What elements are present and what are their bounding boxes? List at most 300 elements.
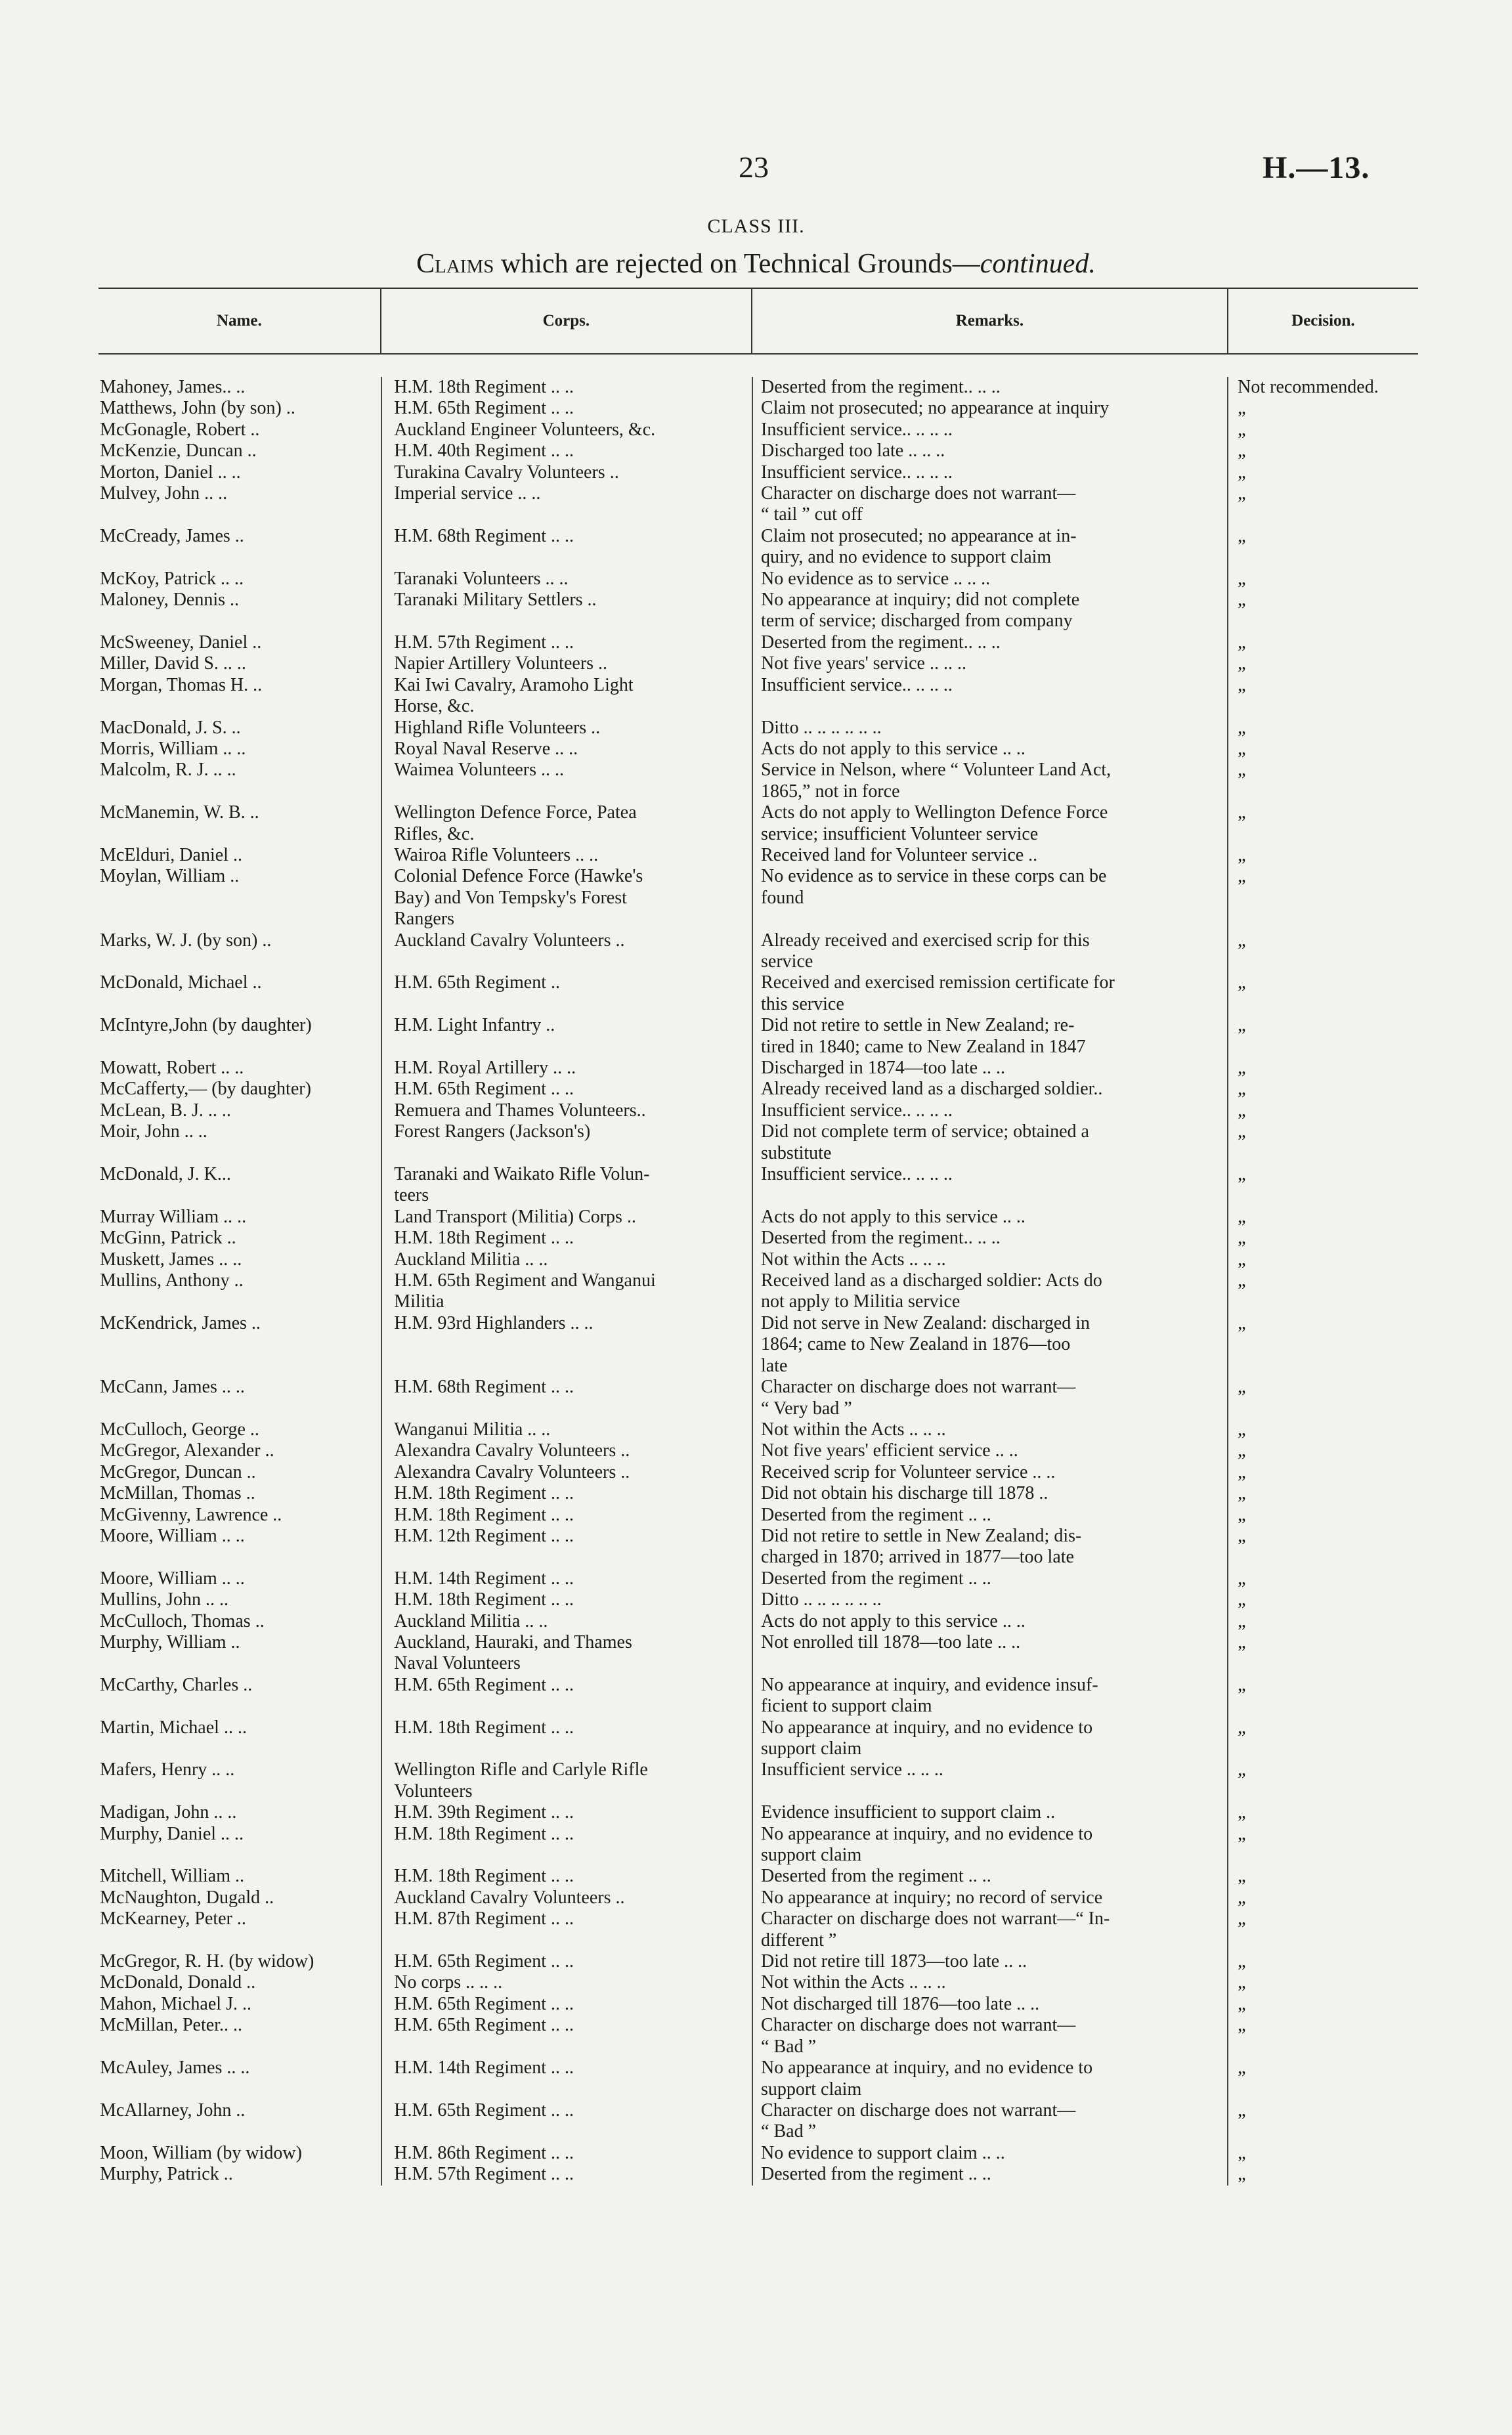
cell-decision: „ <box>1227 1887 1418 1908</box>
cell-remarks: Deserted from the regiment .. .. <box>752 1568 1227 1589</box>
cell-remarks: service; insufficient Volunteer service <box>752 824 1227 845</box>
cell-name: McGregor, R. H. (by widow) <box>100 1951 314 1972</box>
cell-remarks: Evidence insufficient to support claim .. <box>752 1802 1227 1823</box>
table-row <box>98 1632 1418 1653</box>
cell-corps: Horse, &c. <box>381 696 752 717</box>
cell-name <box>98 1185 381 1206</box>
cell-decision: „ <box>1227 1589 1418 1610</box>
cell-decision: „ <box>1227 1866 1418 1887</box>
cell-remarks: support claim <box>752 1738 1227 1759</box>
cell-decision <box>1227 994 1418 1015</box>
table-row <box>98 1696 1418 1717</box>
cell-name: McKendrick, James .. <box>100 1312 261 1333</box>
table-row <box>98 653 1418 674</box>
table-row <box>98 1951 1418 1972</box>
cell-remarks: Acts do not apply to Wellington Defence Force <box>752 802 1227 823</box>
cell-name: Mullins, John .. .. <box>100 1589 229 1610</box>
cell-remarks: quiry, and no evidence to support claim <box>752 547 1227 568</box>
cell-remarks: Did not retire to settle in New Zealand; dis- <box>752 1526 1227 1547</box>
cell-name: Murphy, Daniel .. .. <box>100 1823 244 1844</box>
cell-decision <box>1227 1781 1418 1802</box>
cell-corps: Naval Volunteers <box>381 1653 752 1674</box>
cell-remarks: No evidence as to service .. .. .. <box>752 569 1227 590</box>
cell-remarks: Not five years' service .. .. .. <box>752 653 1227 674</box>
table-row <box>98 1568 1418 1589</box>
cell-name: McGregor, Duncan .. <box>100 1461 256 1482</box>
subtitle-continued: continued. <box>980 249 1096 279</box>
cell-remarks: Ditto .. .. .. .. .. .. <box>752 1589 1227 1610</box>
cell-decision: „ <box>1227 1526 1418 1547</box>
cell-decision: „ <box>1227 1951 1418 1972</box>
cell-decision: „ <box>1227 1079 1418 1100</box>
cell-decision: „ <box>1227 1164 1418 1185</box>
cell-corps: H.M. 40th Regiment .. .. <box>381 441 752 462</box>
cell-name: Marks, W. J. (by son) .. <box>100 930 272 951</box>
cell-remarks: Service in Nelson, where “ Volunteer Land Act, <box>752 760 1227 781</box>
cell-decision: „ <box>1227 1632 1418 1653</box>
cell-corps: Waimea Volunteers .. .. <box>381 760 752 781</box>
cell-remarks: charged in 1870; arrived in 1877—too late <box>752 1547 1227 1568</box>
cell-corps <box>381 1845 752 1866</box>
table-row <box>98 1249 1418 1270</box>
cell-name: Moylan, William .. <box>100 866 240 887</box>
cell-name: Murphy, William .. <box>100 1631 240 1652</box>
table-row <box>98 1334 1418 1355</box>
cell-corps: H.M. 18th Regiment .. .. <box>381 1483 752 1504</box>
cell-decision: „ <box>1227 569 1418 590</box>
cell-decision: „ <box>1227 1759 1418 1780</box>
table-row <box>98 504 1418 525</box>
cell-decision: „ <box>1227 1270 1418 1291</box>
table-row <box>98 1611 1418 1632</box>
cell-remarks: “ Very bad ” <box>752 1398 1227 1419</box>
cell-name <box>98 994 381 1015</box>
cell-corps: Auckland Engineer Volunteers, &c. <box>381 420 752 441</box>
cell-decision: „ <box>1227 972 1418 993</box>
cell-name: Morton, Daniel .. .. <box>100 462 241 483</box>
table-row <box>98 1462 1418 1483</box>
cell-remarks: Deserted from the regiment .. .. <box>752 1505 1227 1526</box>
cell-corps: Colonial Defence Force (Hawke's <box>381 866 752 887</box>
cell-name: Matthews, John (by son) .. <box>100 398 295 419</box>
cell-remarks: Insufficient service .. .. .. <box>752 1759 1227 1780</box>
cell-decision <box>1227 1334 1418 1355</box>
cell-name: Morgan, Thomas H. .. <box>100 674 263 695</box>
table-row <box>98 760 1418 781</box>
cell-name <box>98 888 381 909</box>
table-row <box>98 1866 1418 1887</box>
table-row <box>98 888 1418 909</box>
cell-remarks: Discharged in 1874—too late .. .. <box>752 1058 1227 1079</box>
cell-corps: H.M. 18th Regiment .. .. <box>381 1866 752 1887</box>
table-row <box>98 1291 1418 1312</box>
cell-decision: „ <box>1227 590 1418 611</box>
cell-remarks: Acts do not apply to this service .. .. <box>752 1611 1227 1632</box>
cell-corps <box>381 2036 752 2058</box>
cell-remarks: Not five years' efficient service .. .. <box>752 1440 1227 1461</box>
table-row <box>98 824 1418 845</box>
table-row <box>98 972 1418 993</box>
cell-decision: „ <box>1227 2143 1418 2164</box>
cell-name: Mafers, Henry .. .. <box>100 1759 235 1780</box>
cell-corps: Auckland Cavalry Volunteers .. <box>381 930 752 951</box>
cell-name <box>98 547 381 568</box>
cell-name <box>98 504 381 525</box>
cell-decision: „ <box>1227 1207 1418 1228</box>
table-row <box>98 2058 1418 2079</box>
cell-remarks: Character on discharge does not warrant—“ In- <box>752 1908 1227 1929</box>
table-row <box>98 1547 1418 1568</box>
cell-remarks: Ditto .. .. .. .. .. .. <box>752 718 1227 739</box>
table-row <box>98 1164 1418 1185</box>
cell-name: McDonald, Michael .. <box>100 972 262 993</box>
cell-corps: Militia <box>381 1291 752 1312</box>
cell-name: Moir, John .. .. <box>100 1121 207 1142</box>
cell-remarks: Received scrip for Volunteer service .. .. <box>752 1462 1227 1483</box>
table-row <box>98 675 1418 696</box>
cell-decision <box>1227 888 1418 909</box>
cell-decision <box>1227 1845 1418 1866</box>
cell-decision: „ <box>1227 526 1418 547</box>
cell-decision: „ <box>1227 930 1418 951</box>
cell-remarks: Already received land as a discharged soldier.. <box>752 1079 1227 1100</box>
cell-name: McCready, James .. <box>100 525 244 546</box>
cell-decision: „ <box>1227 441 1418 462</box>
cell-name: Muskett, James .. .. <box>100 1249 242 1270</box>
column-header-corps: Corps. <box>380 289 751 353</box>
cell-corps: Auckland Cavalry Volunteers .. <box>381 1887 752 1908</box>
cell-decision <box>1227 824 1418 845</box>
cell-corps <box>381 2121 752 2142</box>
table-row <box>98 377 1418 398</box>
cell-corps: H.M. Royal Artillery .. .. <box>381 1058 752 1079</box>
table-row <box>98 1505 1418 1526</box>
cell-corps: Bay) and Von Tempsky's Forest <box>381 888 752 909</box>
table-row <box>98 462 1418 483</box>
cell-decision: „ <box>1227 2164 1418 2185</box>
table-row <box>98 547 1418 568</box>
cell-name: Murray William .. .. <box>100 1206 247 1227</box>
cell-name <box>98 824 381 845</box>
cell-corps: Imperial service .. .. <box>381 483 752 504</box>
cell-decision <box>1227 2036 1418 2058</box>
cell-name: MacDonald, J. S. .. <box>100 717 241 738</box>
cell-name: McDonald, J. K... <box>100 1164 231 1185</box>
cell-corps: H.M. 65th Regiment .. .. <box>381 1951 752 1972</box>
cell-name: Miller, David S. .. .. <box>100 653 246 674</box>
cell-remarks: Insufficient service.. .. .. .. <box>752 1100 1227 1121</box>
cell-name <box>98 951 381 972</box>
cell-name: Madigan, John .. .. <box>100 1802 237 1823</box>
cell-name: Mulvey, John .. .. <box>100 483 228 504</box>
table-row <box>98 845 1418 866</box>
cell-decision: „ <box>1227 1228 1418 1249</box>
cell-name: McCafferty,— (by daughter) <box>100 1079 311 1100</box>
cell-decision: „ <box>1227 1419 1418 1440</box>
cell-decision: „ <box>1227 1483 1418 1504</box>
cell-corps: Taranaki and Waikato Rifle Volun- <box>381 1164 752 1185</box>
cell-decision <box>1227 2121 1418 2142</box>
cell-name <box>98 1356 381 1377</box>
cell-decision <box>1227 1696 1418 1717</box>
cell-name: McDonald, Donald .. <box>100 1972 256 1993</box>
cell-decision: „ <box>1227 1994 1418 2015</box>
cell-decision: „ <box>1227 1121 1418 1142</box>
cell-name: Mahon, Michael J. .. <box>100 1993 251 2014</box>
cell-decision <box>1227 696 1418 717</box>
table-row <box>98 1228 1418 1249</box>
cell-decision <box>1227 1356 1418 1377</box>
cell-remarks: ficient to support claim <box>752 1696 1227 1717</box>
cell-corps: Wellington Defence Force, Patea <box>381 802 752 823</box>
cell-decision: „ <box>1227 2100 1418 2121</box>
cell-decision <box>1227 781 1418 802</box>
table-row <box>98 2079 1418 2100</box>
cell-remarks <box>752 909 1227 930</box>
cell-name: McKoy, Patrick .. .. <box>100 568 244 589</box>
cell-corps: H.M. 57th Regiment .. .. <box>381 2164 752 2185</box>
cell-decision: „ <box>1227 760 1418 781</box>
cell-corps <box>381 1398 752 1419</box>
cell-name: McMillan, Peter.. .. <box>100 2015 242 2036</box>
table-row <box>98 1972 1418 1993</box>
cell-corps: H.M. 65th Regiment .. .. <box>381 398 752 419</box>
table-row <box>98 632 1418 653</box>
cell-corps <box>381 1738 752 1759</box>
cell-decision <box>1227 1547 1418 1568</box>
cell-corps: Auckland, Hauraki, and Thames <box>381 1632 752 1653</box>
cell-decision: „ <box>1227 1249 1418 1270</box>
cell-name <box>98 2121 381 2142</box>
cell-decision: „ <box>1227 1100 1418 1121</box>
table-row <box>98 2100 1418 2121</box>
cell-decision: „ <box>1227 866 1418 887</box>
table-row <box>98 590 1418 611</box>
class-heading: CLASS III. <box>707 215 805 237</box>
cell-remarks: Insufficient service.. .. .. .. <box>752 675 1227 696</box>
cell-decision <box>1227 1185 1418 1206</box>
cell-corps: H.M. 14th Regiment .. .. <box>381 1568 752 1589</box>
table-row <box>98 718 1418 739</box>
table-row <box>98 951 1418 972</box>
cell-remarks: service <box>752 951 1227 972</box>
table-row <box>98 526 1418 547</box>
cell-decision <box>1227 909 1418 930</box>
cell-decision: „ <box>1227 739 1418 760</box>
cell-decision: „ <box>1227 462 1418 483</box>
cell-name: McGivenny, Lawrence .. <box>100 1504 282 1525</box>
cell-decision: Not recommended. <box>1227 377 1418 398</box>
cell-decision <box>1227 611 1418 632</box>
cell-name <box>98 1738 381 1759</box>
cell-decision: „ <box>1227 1462 1418 1483</box>
cell-name <box>98 1930 381 1951</box>
cell-remarks: Did not obtain his discharge till 1878 .. <box>752 1483 1227 1504</box>
column-header-remarks: Remarks. <box>751 289 1227 353</box>
cell-corps <box>381 1143 752 1164</box>
cell-corps: Highland Rifle Volunteers .. <box>381 718 752 739</box>
cell-name: McNaughton, Dugald .. <box>100 1887 274 1908</box>
cell-remarks: No appearance at inquiry, and no evidence to <box>752 2058 1227 2079</box>
cell-name: Moon, William (by widow) <box>100 2142 302 2163</box>
cell-decision <box>1227 1930 1418 1951</box>
table-row <box>98 696 1418 717</box>
cell-decision: „ <box>1227 1611 1418 1632</box>
table-row <box>98 483 1418 504</box>
table-row <box>98 1079 1418 1100</box>
cell-corps: Forest Rangers (Jackson's) <box>381 1121 752 1142</box>
cell-decision: „ <box>1227 1908 1418 1929</box>
cell-remarks: substitute <box>752 1143 1227 1164</box>
cell-corps: Kai Iwi Cavalry, Aramoho Light <box>381 675 752 696</box>
table-row <box>98 1207 1418 1228</box>
cell-decision: „ <box>1227 845 1418 866</box>
table-row <box>98 1356 1418 1377</box>
cell-name <box>98 1781 381 1802</box>
cell-name: McKenzie, Duncan .. <box>100 441 257 462</box>
table-row <box>98 1589 1418 1610</box>
cell-name: McManemin, W. B. .. <box>100 802 259 823</box>
cell-decision: „ <box>1227 483 1418 504</box>
cell-name: McCann, James .. .. <box>100 1377 245 1398</box>
cell-corps: Auckland Militia .. .. <box>381 1249 752 1270</box>
cell-name <box>98 696 381 717</box>
cell-remarks: Deserted from the regiment .. .. <box>752 2164 1227 2185</box>
cell-corps: H.M. 18th Regiment .. .. <box>381 377 752 398</box>
cell-corps: Taranaki Volunteers .. .. <box>381 569 752 590</box>
cell-decision <box>1227 951 1418 972</box>
cell-remarks: Received land for Volunteer service .. <box>752 845 1227 866</box>
cell-corps: Auckland Militia .. .. <box>381 1611 752 1632</box>
cell-corps <box>381 1930 752 1951</box>
cell-name <box>98 2079 381 2100</box>
claims-table <box>98 288 1418 2186</box>
cell-corps: Alexandra Cavalry Volunteers .. <box>381 1462 752 1483</box>
cell-decision <box>1227 1738 1418 1759</box>
cell-remarks <box>752 1185 1227 1206</box>
table-row <box>98 994 1418 1015</box>
cell-corps: H.M. 87th Regiment .. .. <box>381 1908 752 1929</box>
cell-decision: „ <box>1227 1675 1418 1696</box>
cell-remarks: Insufficient service.. .. .. .. <box>752 420 1227 441</box>
cell-corps: Rangers <box>381 909 752 930</box>
cell-remarks: Not enrolled till 1878—too late .. .. <box>752 1632 1227 1653</box>
cell-remarks: Not within the Acts .. .. .. <box>752 1419 1227 1440</box>
cell-remarks: not apply to Militia service <box>752 1291 1227 1312</box>
cell-corps <box>381 1547 752 1568</box>
table-row <box>98 1738 1418 1759</box>
cell-name: Moore, William .. .. <box>100 1525 245 1546</box>
cell-corps: H.M. 18th Regiment .. .. <box>381 1589 752 1610</box>
cell-remarks: Deserted from the regiment.. .. .. <box>752 1228 1227 1249</box>
cell-corps <box>381 994 752 1015</box>
table-row <box>98 1653 1418 1674</box>
table-row <box>98 611 1418 632</box>
cell-decision: „ <box>1227 2058 1418 2079</box>
cell-remarks: No appearance at inquiry, and no evidence to <box>752 1824 1227 1845</box>
cell-decision <box>1227 1653 1418 1674</box>
table-row <box>98 1717 1418 1738</box>
cell-remarks: Not discharged till 1876—too late .. .. <box>752 1994 1227 2015</box>
cell-name <box>98 2036 381 2058</box>
table-row <box>98 781 1418 802</box>
cell-remarks: Did not complete term of service; obtained a <box>752 1121 1227 1142</box>
subtitle-middle: which are rejected on Technical Grounds— <box>494 249 980 279</box>
table-row <box>98 1185 1418 1206</box>
table-row <box>98 1908 1418 1929</box>
cell-corps <box>381 1334 752 1355</box>
table-row <box>98 1781 1418 1802</box>
table-row <box>98 1887 1418 1908</box>
cell-name: Moore, William .. .. <box>100 1568 245 1589</box>
cell-remarks: Character on discharge does not warrant— <box>752 2100 1227 2121</box>
cell-remarks: Deserted from the regiment .. .. <box>752 1866 1227 1887</box>
cell-name: Malcolm, R. J. .. .. <box>100 760 236 781</box>
cell-name: Murphy, Patrick .. <box>100 2164 233 2185</box>
cell-decision <box>1227 1037 1418 1058</box>
cell-corps <box>381 2079 752 2100</box>
cell-corps: H.M. 18th Regiment .. .. <box>381 1228 752 1249</box>
cell-remarks: Did not retire till 1873—too late .. .. <box>752 1951 1227 1972</box>
table-row <box>98 802 1418 823</box>
cell-corps <box>381 611 752 632</box>
table-header <box>98 288 1418 355</box>
cell-name <box>98 1653 381 1674</box>
cell-corps: Wellington Rifle and Carlyle Rifle <box>381 1759 752 1780</box>
cell-remarks: tired in 1840; came to New Zealand in 1847 <box>752 1037 1227 1058</box>
column-header-decision: Decision. <box>1227 289 1418 353</box>
table-row <box>98 1675 1418 1696</box>
table-row <box>98 1526 1418 1547</box>
cell-remarks: Claim not prosecuted; no appearance at inquiry <box>752 398 1227 419</box>
cell-remarks <box>752 696 1227 717</box>
table-row <box>98 420 1418 441</box>
cell-remarks: this service <box>752 994 1227 1015</box>
cell-corps: H.M. 57th Regiment .. .. <box>381 632 752 653</box>
cell-name: Martin, Michael .. .. <box>100 1717 247 1738</box>
cell-name <box>98 1291 381 1312</box>
cell-corps: Alexandra Cavalry Volunteers .. <box>381 1440 752 1461</box>
cell-remarks: “ tail ” cut off <box>752 504 1227 525</box>
table-row <box>98 2121 1418 2142</box>
table-row <box>98 1100 1418 1121</box>
cell-corps: H.M. 65th Regiment .. <box>381 972 752 993</box>
cell-name: McAllarney, John .. <box>100 2100 246 2121</box>
cell-corps: Turakina Cavalry Volunteers .. <box>381 462 752 483</box>
subtitle-lead: Claims <box>416 249 494 279</box>
cell-corps: H.M. 18th Regiment .. .. <box>381 1824 752 1845</box>
cell-corps: H.M. 65th Regiment .. .. <box>381 2100 752 2121</box>
cell-remarks: No appearance at inquiry; no record of service <box>752 1887 1227 1908</box>
cell-corps: Wairoa Rifle Volunteers .. .. <box>381 845 752 866</box>
cell-name <box>98 1845 381 1866</box>
cell-remarks: Did not serve in New Zealand: discharged in <box>752 1313 1227 1334</box>
cell-name: Mahoney, James.. .. <box>100 377 246 397</box>
cell-name: Mowatt, Robert .. .. <box>100 1058 244 1078</box>
table-row <box>98 1759 1418 1780</box>
cell-corps: Wanganui Militia .. .. <box>381 1419 752 1440</box>
cell-decision: „ <box>1227 1568 1418 1589</box>
cell-name <box>98 611 381 632</box>
table-row <box>98 1398 1418 1419</box>
table-row <box>98 1270 1418 1291</box>
cell-decision: „ <box>1227 2015 1418 2036</box>
cell-name: McGonagle, Robert .. <box>100 419 260 440</box>
table-row <box>98 909 1418 930</box>
cell-corps: H.M. 86th Regiment .. .. <box>381 2143 752 2164</box>
cell-decision <box>1227 1291 1418 1312</box>
table-row <box>98 1802 1418 1823</box>
